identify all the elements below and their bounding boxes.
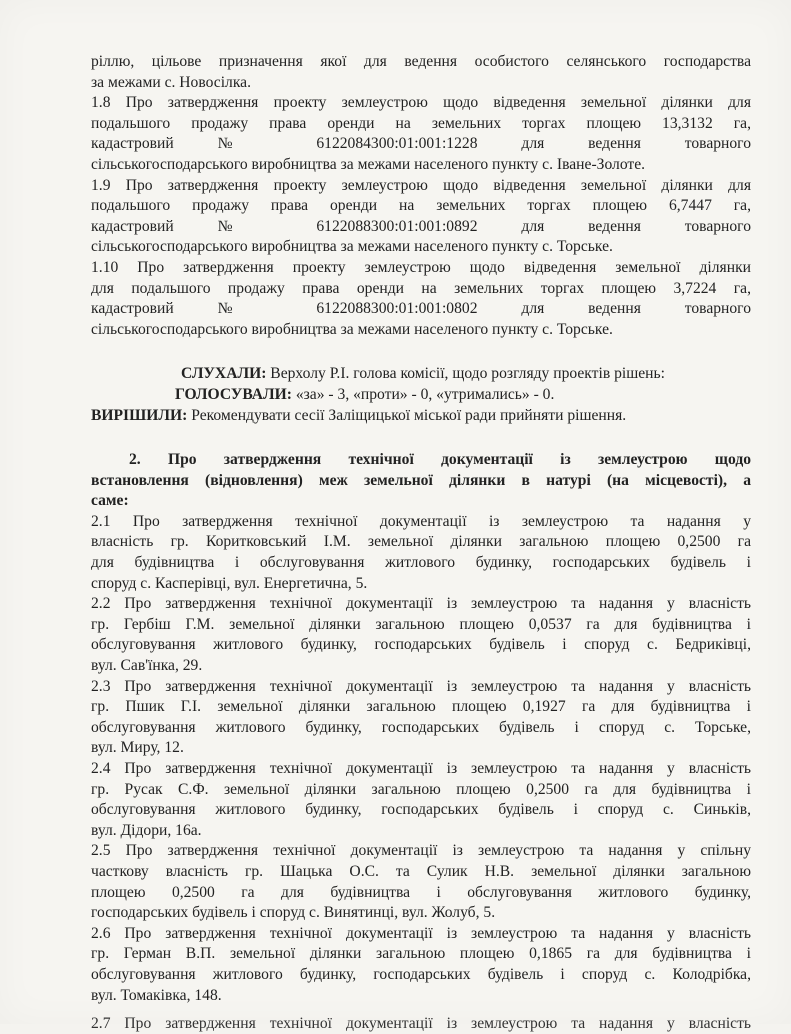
text-line: вул. Дідори, 16а. <box>91 821 202 839</box>
text-line: 2.1 Про затвердження технічної документації із землеустрою та надання у <box>91 512 751 530</box>
text-line: господарських будівель і споруд с. Винятинці, вул. Жолуб, 5. <box>91 904 496 922</box>
text-line: 2.6 Про затвердження технічної документації із землеустрою та надання у власність <box>91 924 751 942</box>
text-line: вул. Томаківка, 148. <box>91 986 222 1004</box>
text-line: 2. Про затвердження технічної документації із землеустрою щодо <box>129 451 751 469</box>
text-line: обслуговування житлового будинку, господарських будівель і споруд с. Колодрібка, <box>91 965 751 983</box>
text-line: гр. Русак С.Ф. земельної ділянки загальною площею 0,2500 га для будівництва і <box>91 780 751 798</box>
slukhaly-line <box>91 364 751 385</box>
paragraph-2-5 <box>91 841 751 923</box>
text-line: обслуговування житлового будинку, господарських будівель і споруд с. Торське, <box>91 718 751 736</box>
text-line: сільськогосподарського виробництва за межами населеного пункту с. Іване-Золоте. <box>91 155 646 173</box>
text-line: власність гр. Коритковський І.М. земельної ділянки загальною площею 0,2500 га <box>91 533 751 551</box>
decision-block <box>91 364 751 426</box>
text-line: гр. Герман В.П. земельної ділянки загальною площею 0,1865 га для будівництва і <box>91 945 751 963</box>
text-line: ріллю, цільове призначення якої для ведення особистого селянського господарства <box>91 53 751 70</box>
paragraph-2-1 <box>91 512 751 594</box>
text-line: гр. Гербіш Г.М. земельної ділянки загальною площею 0,0537 га для будівництва і <box>91 615 751 633</box>
paragraph-1-7-tail <box>91 52 751 93</box>
text-line: 2.4 Про затвердження технічної документації із землеустрою та надання у власність <box>91 760 751 777</box>
text-line: встановлення (відновлення) меж земельної ділянки в натурі (на місцевості), а <box>91 471 751 489</box>
holosuvaly-text: «за» - 3, «проти» - 0, «утримались» - 0. <box>291 385 555 403</box>
text-line: сільськогосподарського виробництва за межами населеного пункту с. Торське. <box>91 238 613 256</box>
text-line: обслуговування житлового будинку, господарських будівель і споруд с. Синьків, <box>91 801 751 819</box>
vyrishyly-line <box>91 406 751 427</box>
text-line: обслуговування житлового будинку, господарських будівель і споруд с. Бедриківці, <box>91 636 751 654</box>
paragraph-1-10 <box>91 258 751 340</box>
text-line: сільськогосподарського виробництва за межами населеного пункту с. Торське. <box>91 320 613 338</box>
holosuvaly-label: ГОЛОСУВАЛИ: <box>175 385 292 403</box>
text-line: 2.3 Про затвердження технічної документації із землеустрою та надання у власність <box>91 677 751 695</box>
text-line: гр. Пшик Г.І. земельної ділянки загальною площею 0,1927 га для будівництва і <box>91 698 751 716</box>
text-line: за межами с. Новосілка. <box>91 73 251 91</box>
text-line: 2.5 Про затвердження технічної документації із землеустрою та надання у спільну <box>91 842 751 860</box>
paragraph-1-9 <box>91 176 751 258</box>
slukhaly-label: СЛУХАЛИ: <box>181 365 267 383</box>
paragraph-1-8 <box>91 93 751 175</box>
section-2-heading <box>91 450 751 512</box>
holosuvaly-line <box>91 385 751 406</box>
slukhaly-text: Верхолу Р.І. голова комісії, щодо розгляду проектів рішень: <box>266 365 665 383</box>
text-line: подальшого продажу права оренди на земельних торгах площею 6,7447 га, <box>91 197 751 215</box>
paragraph-2-7-cut: 2.7 Про затвердження технічної документації із землеустрою та надання у власність <box>91 1015 751 1032</box>
text-line: вул. Миру, 12. <box>91 739 184 757</box>
text-line: кадастровий № 6122088300:01:001:0802 для ведення товарного <box>91 300 751 318</box>
vyrishyly-text: Рекомендувати сесії Заліщицької міської ради прийняти рішення. <box>187 406 627 424</box>
text-line: подальшого продажу права оренди на земельних торгах площею 13,3132 га, <box>91 114 751 132</box>
text-line: часткову власність гр. Шацька О.С. та Сулик Н.В. земельної ділянки загальною <box>91 862 751 880</box>
text-line: споруд с. Касперівці, вул. Енергетична, 5. <box>91 574 368 592</box>
text-line: 1.10 Про затвердження проекту землеустрою щодо відведення земельної ділянки <box>91 258 751 276</box>
text-line: вул. Сав'їнка, 29. <box>91 657 203 675</box>
document-body <box>91 52 751 1006</box>
text-line: площею 0,2500 га для будівництва і обслуговування житлового будинку, <box>91 883 751 901</box>
paragraph-2-6 <box>91 924 751 1006</box>
text-line: 1.8 Про затвердження проекту землеустрою щодо відведення земельної ділянки для <box>91 94 751 112</box>
text-line: 2.2 Про затвердження технічної документації із землеустрою та надання у власність <box>91 595 751 613</box>
text-line: для будівництва і обслуговування житлового будинку, господарських будівель і <box>91 554 751 572</box>
text-line: кадастровий № 6122084300:01:001:1228 для ведення товарного <box>91 135 751 153</box>
paragraph-2-2 <box>91 594 751 676</box>
text-line: саме: <box>91 492 129 510</box>
text-line: кадастровий № 6122088300:01:001:0892 для ведення товарного <box>91 217 751 235</box>
paragraph-2-4 <box>91 759 751 841</box>
text-line: 1.9 Про затвердження проекту землеустрою щодо відведення земельної ділянки для <box>91 176 751 194</box>
paragraph-2-3 <box>91 677 751 759</box>
text-line: для подальшого продажу права оренди на земельних торгах площею 3,7224 га, <box>91 279 751 297</box>
vyrishyly-label: ВИРІШИЛИ: <box>91 406 188 424</box>
